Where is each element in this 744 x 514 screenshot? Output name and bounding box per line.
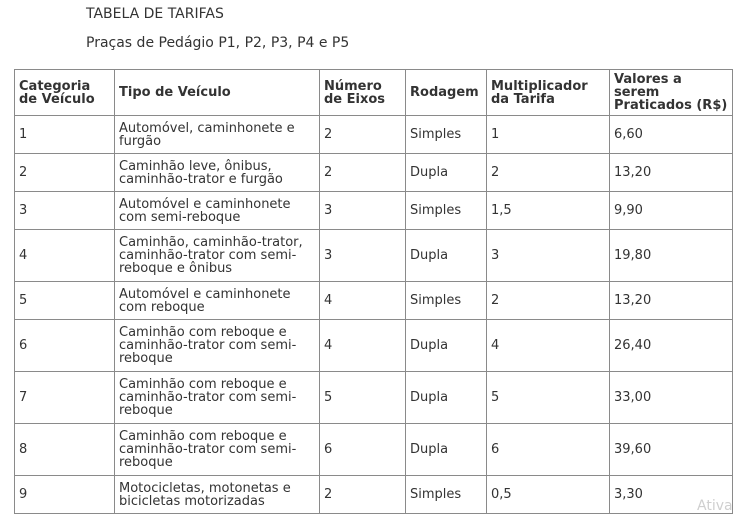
cell-multiplicador: 3 xyxy=(487,230,610,282)
cell-tipo: Caminhão com reboque e caminhão-trator com semi-reboque xyxy=(115,320,320,372)
table-row xyxy=(15,282,733,320)
table-row xyxy=(15,320,733,372)
cell-valor: 9,90 xyxy=(610,192,733,230)
cell-rodagem: Simples xyxy=(406,116,487,154)
cell-tipo: Automóvel, caminhonete e furgão xyxy=(115,116,320,154)
table-row xyxy=(15,192,733,230)
cell-eixos: 2 xyxy=(320,116,406,154)
page-subtitle: Praças de Pedágio P1, P2, P3, P4 e P5 xyxy=(86,35,350,51)
cell-tipo: Automóvel e caminhonete com reboque xyxy=(115,282,320,320)
cell-categoria: 4 xyxy=(15,230,115,282)
cell-valor: 6,60 xyxy=(610,116,733,154)
table-row xyxy=(15,154,733,192)
cell-eixos: 4 xyxy=(320,320,406,372)
cell-tipo: Caminhão leve, ônibus, caminhão-trator e furgão xyxy=(115,154,320,192)
cell-rodagem: Simples xyxy=(406,476,487,514)
header-tipo: Tipo de Veículo xyxy=(115,70,320,116)
cell-multiplicador: 2 xyxy=(487,154,610,192)
cell-rodagem: Dupla xyxy=(406,320,487,372)
cell-multiplicador: 1,5 xyxy=(487,192,610,230)
cell-categoria: 1 xyxy=(15,116,115,154)
cell-rodagem: Dupla xyxy=(406,154,487,192)
cell-eixos: 2 xyxy=(320,476,406,514)
tariff-table xyxy=(14,69,733,514)
cell-eixos: 3 xyxy=(320,230,406,282)
cell-multiplicador: 6 xyxy=(487,424,610,476)
cell-eixos: 6 xyxy=(320,424,406,476)
cell-tipo: Caminhão, caminhão-trator, caminhão-trator com semi-reboque e ônibus xyxy=(115,230,320,282)
header-rodagem: Rodagem xyxy=(406,70,487,116)
cell-categoria: 2 xyxy=(15,154,115,192)
cell-eixos: 2 xyxy=(320,154,406,192)
table-row xyxy=(15,372,733,424)
cell-rodagem: Dupla xyxy=(406,230,487,282)
cell-categoria: 8 xyxy=(15,424,115,476)
header-multiplicador: Multiplicador da Tarifa xyxy=(487,70,610,116)
header-valores: Valores a serem Praticados (R$) xyxy=(610,70,733,116)
cell-valor: 13,20 xyxy=(610,154,733,192)
table-row xyxy=(15,230,733,282)
cell-valor: 13,20 xyxy=(610,282,733,320)
cell-rodagem: Simples xyxy=(406,282,487,320)
cell-multiplicador: 1 xyxy=(487,116,610,154)
page-title: TABELA DE TARIFAS xyxy=(86,6,224,22)
cell-rodagem: Dupla xyxy=(406,424,487,476)
cell-valor: 26,40 xyxy=(610,320,733,372)
cell-categoria: 3 xyxy=(15,192,115,230)
cell-rodagem: Dupla xyxy=(406,372,487,424)
cell-eixos: 5 xyxy=(320,372,406,424)
cell-valor: 3,30 xyxy=(610,476,733,514)
cell-rodagem: Simples xyxy=(406,192,487,230)
cell-multiplicador: 5 xyxy=(487,372,610,424)
cell-eixos: 3 xyxy=(320,192,406,230)
activation-watermark: Ativa xyxy=(697,498,733,514)
cell-categoria: 5 xyxy=(15,282,115,320)
cell-tipo: Motocicletas, motonetas e bicicletas motorizadas xyxy=(115,476,320,514)
header-eixos: Número de Eixos xyxy=(320,70,406,116)
cell-categoria: 9 xyxy=(15,476,115,514)
header-categoria: Categoria de Veículo xyxy=(15,70,115,116)
cell-valor: 33,00 xyxy=(610,372,733,424)
cell-categoria: 7 xyxy=(15,372,115,424)
cell-multiplicador: 4 xyxy=(487,320,610,372)
cell-multiplicador: 2 xyxy=(487,282,610,320)
cell-eixos: 4 xyxy=(320,282,406,320)
cell-categoria: 6 xyxy=(15,320,115,372)
cell-tipo: Automóvel e caminhonete com semi-reboque xyxy=(115,192,320,230)
table-row xyxy=(15,424,733,476)
cell-multiplicador: 0,5 xyxy=(487,476,610,514)
cell-valor: 39,60 xyxy=(610,424,733,476)
table-header-row xyxy=(15,70,733,116)
cell-valor: 19,80 xyxy=(610,230,733,282)
cell-tipo: Caminhão com reboque e caminhão-trator com semi-reboque xyxy=(115,372,320,424)
cell-tipo: Caminhão com reboque e caminhão-trator com semi-reboque xyxy=(115,424,320,476)
table-row xyxy=(15,476,733,514)
table-row xyxy=(15,116,733,154)
